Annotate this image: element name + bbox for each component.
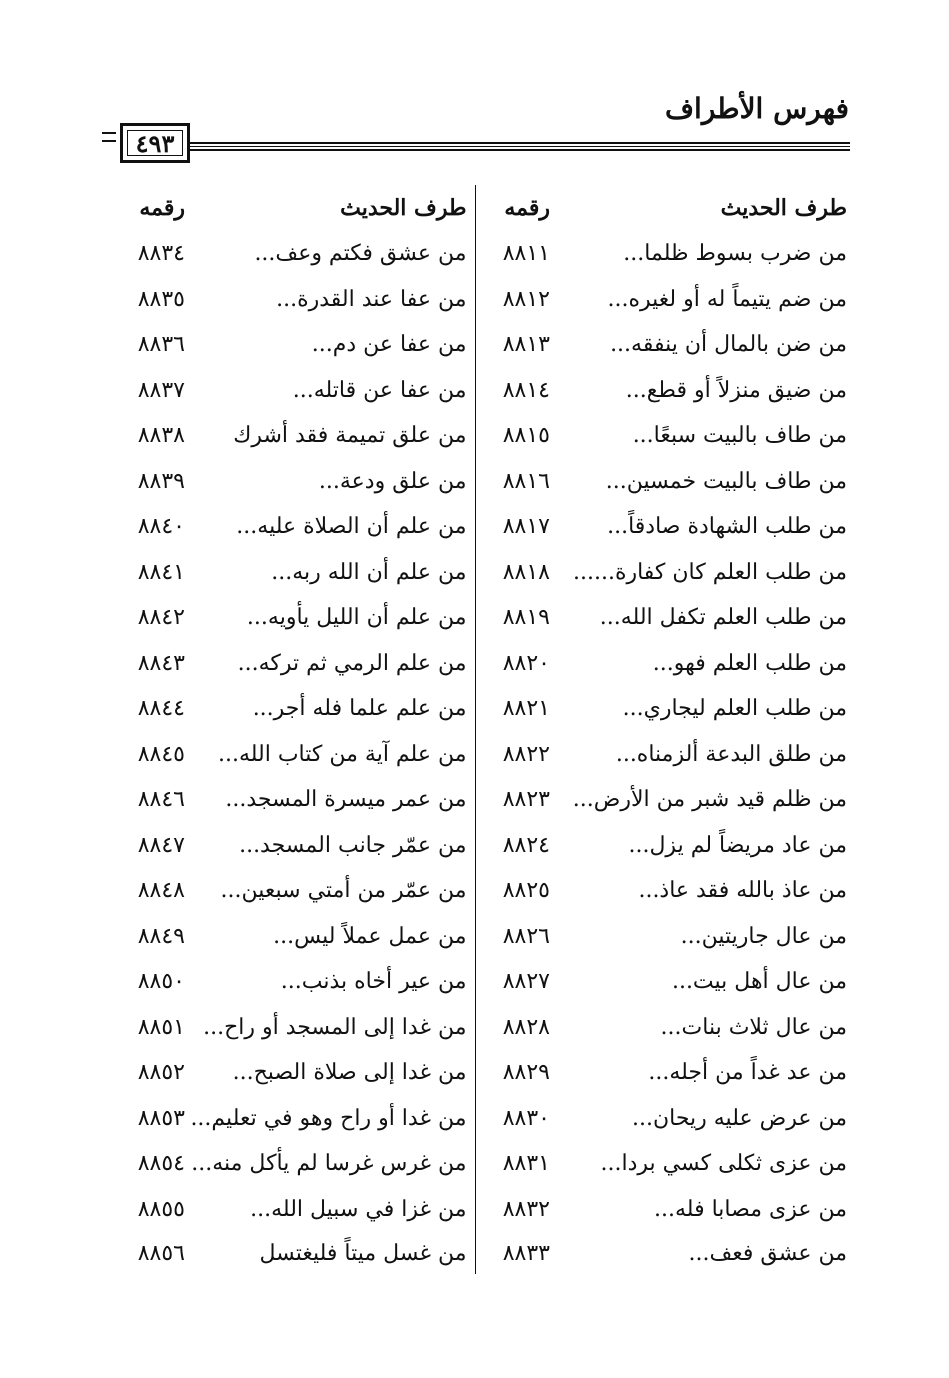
header-number-b: رقمه (139, 195, 185, 221)
hadith-text-b: من غسل ميتاً فليغتسل (259, 1240, 467, 1266)
hadith-text-b: من علم أن الصلاة عليه... (236, 514, 467, 540)
running-title: فهرس الأطراف (665, 92, 849, 125)
hadith-number-a: ٨٨٣٢ (475, 1187, 560, 1233)
hadith-number-a: ٨٨٣٠ (475, 1096, 560, 1142)
table-row (95, 1141, 855, 1187)
hadith-text-b: من عمل عملاً ليس... (273, 923, 467, 949)
hadith-number-a: ٨٨٣٣ (475, 1232, 560, 1274)
table-row (95, 868, 855, 914)
table-row (95, 595, 855, 641)
hadith-text-b: من غدا إلى صلاة الصبح... (232, 1060, 467, 1086)
table-row (95, 459, 855, 505)
hadith-text-a: من عشق فعف... (688, 1240, 847, 1266)
hadith-number-b: ٨٨٤٠ (137, 514, 185, 540)
hadith-number-b: ٨٨٣٧ (137, 377, 185, 403)
hadith-text-a: من ضن بالمال أن ينفقه... (610, 332, 847, 358)
hadith-number-a: ٨٨٢٢ (475, 732, 560, 778)
hadith-number-a: ٨٨١٨ (475, 550, 560, 596)
hadith-text-b: من علم أن الليل يأويه... (246, 605, 467, 631)
hadith-text-b: من غدا أو راح وهو في تعليم... (190, 1105, 467, 1131)
hadith-text-a: من طلب العلم تكفل الله... (599, 605, 847, 631)
hadith-number-a: ٨٨٢٨ (475, 1005, 560, 1051)
hadith-text-b: من علق تميمة فقد أشرك (233, 423, 467, 449)
hadith-text-b: من عفا عند القدرة... (276, 286, 467, 312)
hadith-number-a: ٨٨١٢ (475, 277, 560, 323)
hadith-number-b: ٨٨٤٤ (137, 696, 185, 722)
header-rule (190, 142, 850, 151)
table-row (95, 322, 855, 368)
hadith-text-a: من عال ثلاث بنات... (660, 1014, 847, 1040)
hadith-text-b: من علم الرمي ثم تركه... (237, 650, 467, 676)
header-hadith-a: طرف الحديث (720, 195, 847, 221)
table-header-row (95, 185, 855, 231)
table-row (95, 368, 855, 414)
hadith-text-a: من طلب الشهادة صادقاً... (607, 514, 847, 540)
hadith-text-a: من عرض عليه ريحان... (631, 1105, 847, 1131)
hadith-number-b: ٨٨٤٢ (137, 605, 185, 631)
header-rule-end (102, 132, 116, 142)
hadith-number-b: ٨٨٥٢ (137, 1060, 185, 1086)
hadith-number-b: ٨٨٣٩ (137, 468, 185, 494)
hadith-number-b: ٨٨٥١ (137, 1014, 185, 1040)
table-row (95, 914, 855, 960)
table-row (95, 777, 855, 823)
hadith-number-a: ٨٨١٦ (475, 459, 560, 505)
hadith-text-b: من عشق فكتم وعف... (254, 241, 467, 267)
page-number (120, 123, 190, 163)
hadith-number-b: ٨٨٤٥ (137, 741, 185, 767)
hadith-text-b: من غزا في سبيل الله... (250, 1196, 467, 1222)
table-row (95, 504, 855, 550)
hadith-number-b: ٨٨٤٧ (137, 832, 185, 858)
hadith-number-b: ٨٨٤١ (137, 559, 185, 585)
hadith-number-b: ٨٨٥٠ (137, 969, 185, 995)
hadith-number-b: ٨٨٣٨ (137, 423, 185, 449)
hadith-text-b: من علم علما فله أجر... (252, 696, 467, 722)
hadith-number-a: ٨٨١١ (475, 231, 560, 277)
hadith-number-b: ٨٨٥٦ (137, 1240, 185, 1266)
hadith-text-a: من عاذ بالله فقد عاذ... (638, 878, 847, 904)
table-row (95, 1050, 855, 1096)
hadith-text-a: من ضيق منزلاً أو قطع... (625, 377, 847, 403)
hadith-text-a: من عزى مصابا فله... (654, 1196, 847, 1222)
hadith-number-b: ٨٨٣٥ (137, 286, 185, 312)
table-row (95, 277, 855, 323)
page-number-text: ٤٩٣ (135, 128, 175, 158)
table-row (95, 231, 855, 277)
hadith-number-a: ٨٨٢٩ (475, 1050, 560, 1096)
hadith-number-a: ٨٨٣١ (475, 1141, 560, 1187)
hadith-number-b: ٨٨٤٨ (137, 878, 185, 904)
page-header (0, 0, 949, 170)
hadith-number-a: ٨٨٢٧ (475, 959, 560, 1005)
hadith-number-b: ٨٨٣٦ (137, 332, 185, 358)
hadith-text-a: من طاف بالبيت خمسين... (605, 468, 847, 494)
hadith-number-b: ٨٨٥٤ (137, 1151, 185, 1177)
hadith-number-b: ٨٨٥٣ (137, 1105, 185, 1131)
hadith-number-a: ٨٨١٣ (475, 322, 560, 368)
header-hadith-b: طرف الحديث (340, 195, 467, 221)
hadith-text-a: من طلب العلم فهو... (652, 650, 847, 676)
hadith-text-a: من عزى ثكلى كسي بردا... (600, 1151, 847, 1177)
hadith-text-a: من طاف بالبيت سبعًا... (632, 423, 847, 449)
hadith-text-b: من عير أخاه بذنب... (280, 969, 467, 995)
table-row (95, 1232, 855, 1274)
hadith-text-a: من طلق البدعة ألزمناه... (615, 741, 847, 767)
table-row (95, 1005, 855, 1051)
hadith-number-b: ٨٨٥٥ (137, 1196, 185, 1222)
hadith-number-a: ٨٨١٥ (475, 413, 560, 459)
table-row (95, 1096, 855, 1142)
table-row (95, 686, 855, 732)
table-row (95, 413, 855, 459)
hadith-number-a: ٨٨٢١ (475, 686, 560, 732)
hadith-text-a: من طلب العلم كان كفارة...... (572, 559, 847, 585)
table-row (95, 823, 855, 869)
hadith-text-a: من ضرب بسوط ظلما... (623, 241, 847, 267)
hadith-text-b: من علم أن الله ربه... (271, 559, 467, 585)
hadith-text-a: من عال أهل بيت... (671, 969, 847, 995)
hadith-text-a: من ظلم قيد شبر من الأرض... (572, 787, 847, 813)
hadith-text-b: من عمّر جانب المسجد... (239, 832, 467, 858)
hadith-text-b: من غدا إلى المسجد أو راح... (203, 1014, 467, 1040)
hadith-text-b: من علم آية من كتاب الله... (217, 741, 467, 767)
hadith-number-a: ٨٨٢٦ (475, 914, 560, 960)
header-number-a: رقمه (475, 185, 560, 231)
hadith-number-b: ٨٨٤٩ (137, 923, 185, 949)
hadith-text-b: من علق ودعة... (318, 468, 467, 494)
hadith-text-b: من عفا عن دم... (311, 332, 467, 358)
hadith-text-a: من عال جاريتين... (680, 923, 847, 949)
hadith-text-b: من عمّر من أمتي سبعين... (220, 878, 467, 904)
hadith-text-a: من ضم يتيماً له أو لغيره... (607, 286, 847, 312)
hadith-text-a: من عد غداً من أجله... (648, 1060, 847, 1086)
hadith-text-b: من عفا عن قاتله... (292, 377, 467, 403)
hadith-number-a: ٨٨٢٠ (475, 641, 560, 687)
hadith-text-b: من عمر ميسرة المسجد... (225, 787, 467, 813)
hadith-text-a: من طلب العلم ليجاري... (622, 696, 847, 722)
table-row (95, 959, 855, 1005)
hadith-number-a: ٨٨١٤ (475, 368, 560, 414)
table-row (95, 1187, 855, 1233)
hadith-number-a: ٨٨٢٤ (475, 823, 560, 869)
hadith-number-b: ٨٨٣٤ (137, 241, 185, 267)
hadith-number-b: ٨٨٤٦ (137, 787, 185, 813)
table-row (95, 732, 855, 778)
table-body (95, 231, 855, 1274)
hadith-number-b: ٨٨٤٣ (137, 650, 185, 676)
hadith-index-table (95, 185, 855, 1274)
hadith-number-a: ٨٨٢٣ (475, 777, 560, 823)
hadith-number-a: ٨٨٢٥ (475, 868, 560, 914)
hadith-number-a: ٨٨١٧ (475, 504, 560, 550)
table-row (95, 641, 855, 687)
hadith-text-a: من عاد مريضاً لم يزل... (628, 832, 847, 858)
hadith-text-b: من غرس غرسا لم يأكل منه... (191, 1151, 467, 1177)
hadith-number-a: ٨٨١٩ (475, 595, 560, 641)
table-row (95, 550, 855, 596)
